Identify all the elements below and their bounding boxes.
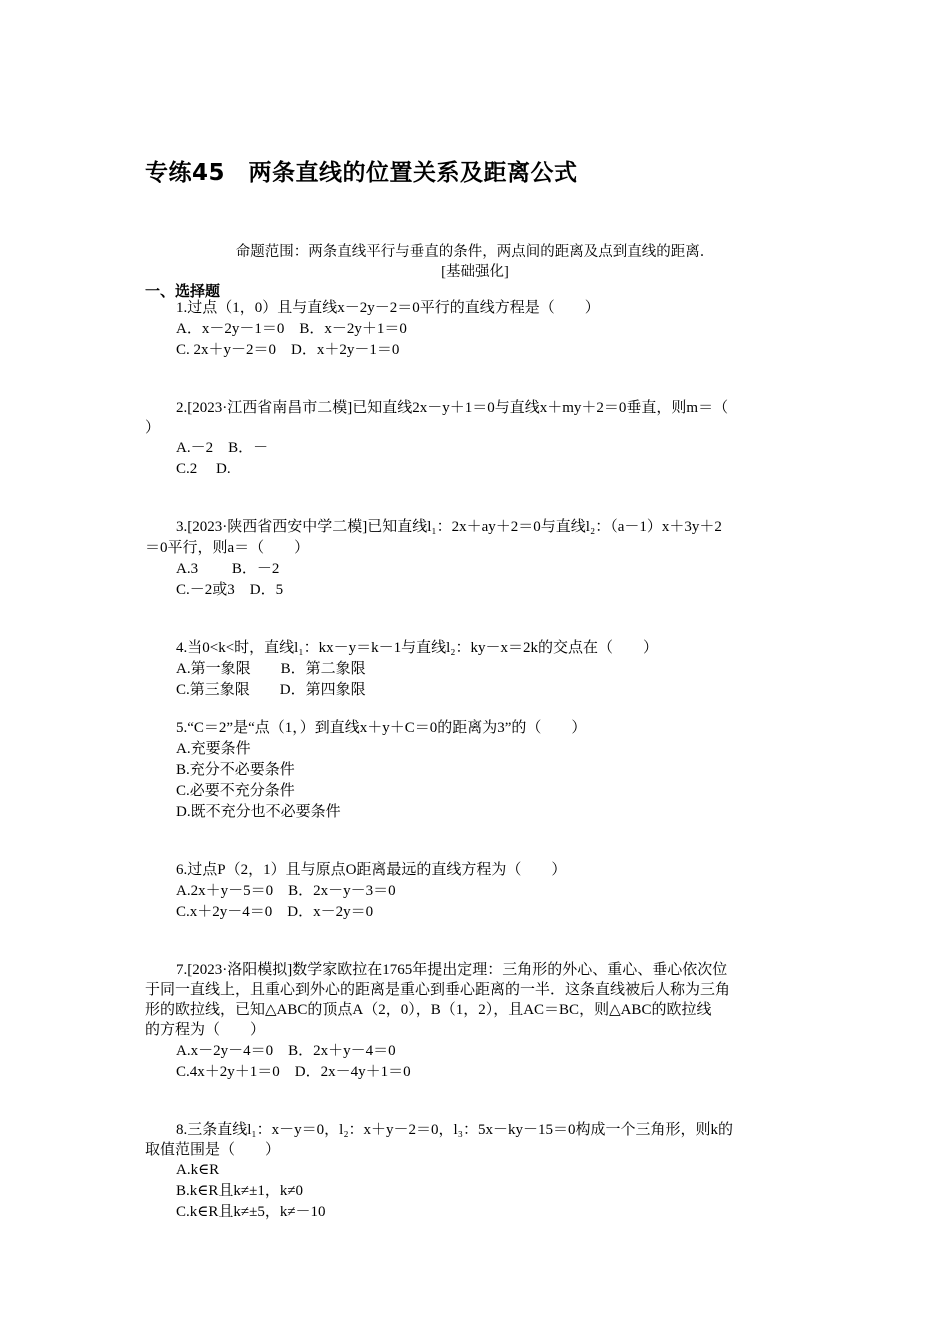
question-4-options-cd: C.第三象限 D．第四象限 <box>176 682 366 698</box>
question-1-options-cd: C. 2x＋y－2＝0 D．x＋2y－1＝0 <box>176 342 400 358</box>
question-4-options-ab: A.第一象限 B．第二象限 <box>176 661 366 677</box>
question-8-stem: 8.三条直线l₁：x－y＝0，l₂：x＋y－2＝0，l₃：5x－ky－15＝0构成一个三角形，则k的 <box>176 1122 733 1138</box>
question-7-stem: 7.[2023·洛阳模拟]数学家欧拉在1765年提出定理：三角形的外心、重心、垂心依次位 <box>176 962 728 978</box>
question-2-options-cd: C.2 D. <box>176 461 231 477</box>
question-3-options-ab: A.3 B．－2 <box>176 561 280 577</box>
question-2-stem: 2.[2023·江西省南昌市二模]已知直线2x－y＋1＝0与直线x＋my＋2＝0垂直，则m＝（ <box>176 400 729 416</box>
question-5-option-c: C.必要不充分条件 <box>176 783 295 799</box>
question-5-stem: 5.“C＝2”是“点（1，）到直线x＋y＋C＝0的距离为3”的（ ） <box>176 720 587 736</box>
section-tag: [基础强化] <box>441 264 509 280</box>
question-2-options-ab: A.－2 B．－ <box>176 440 269 456</box>
question-7-options-ab: A.x－2y－4＝0 B．2x＋y－4＝0 <box>176 1043 396 1059</box>
page-title: 专练45 两条直线的位置关系及距离公式 <box>145 160 578 186</box>
question-1-stem: 1.过点（1，0）且与直线x－2y－2＝0平行的直线方程是（ ） <box>176 300 600 316</box>
question-5-option-b: B.充分不必要条件 <box>176 762 295 778</box>
question-7-stem-cont-3: 的方程为（ ） <box>145 1022 266 1038</box>
question-7-stem-cont-2: 形的欧拉线，已知△ABC的顶点A（2，0），B（1，2），且AC＝BC，则△ABC的欧拉线 <box>145 1002 712 1018</box>
question-8-option-c: C.k∈R且k≠±5，k≠－10 <box>176 1204 326 1220</box>
question-8-stem-cont: 取值范围是（ ） <box>145 1142 281 1158</box>
question-3-stem: 3.[2023·陕西省西安中学二模]已知直线l₁：2x＋ay＋2＝0与直线l₂：（a－1）x＋3y＋2 <box>176 519 722 535</box>
question-7-options-cd: C.4x＋2y＋1＝0 D．2x－4y＋1＝0 <box>176 1064 411 1080</box>
section-heading: 一、选择题 <box>145 282 221 300</box>
question-3-options-cd: C.－2或3 D．5 <box>176 582 284 598</box>
question-3-stem-cont: ＝0平行，则a＝（ ） <box>145 540 310 556</box>
question-6-options-cd: C.x＋2y－4＝0 D．x－2y＝0 <box>176 904 374 920</box>
question-1-options-ab: A．x－2y－1＝0 B．x－2y＋1＝0 <box>176 321 407 337</box>
question-8-option-b: B.k∈R且k≠±1，k≠0 <box>176 1183 304 1199</box>
question-5-option-d: D.既不充分也不必要条件 <box>176 804 341 820</box>
question-4-stem: 4.当0<k<时，直线l₁：kx－y＝k－1与直线l₂：ky－x＝2k的交点在（ ） <box>176 640 658 656</box>
scope-text: 命题范围：两条直线平行与垂直的条件，两点间的距离及点到直线的距离． <box>235 244 715 260</box>
question-2-stem-cont: ） <box>145 420 161 436</box>
question-5-option-a: A.充要条件 <box>176 741 251 757</box>
question-7-stem-cont-1: 于同一直线上，且重心到外心的距离是重心到垂心距离的一半．这条直线被后人称为三角 <box>145 982 731 998</box>
question-8-option-a: A.k∈R <box>176 1162 220 1178</box>
question-6-options-ab: A.2x＋y－5＝0 B．2x－y－3＝0 <box>176 883 396 899</box>
question-6-stem: 6.过点P（2，1）且与原点O距离最远的直线方程为（ ） <box>176 862 567 878</box>
